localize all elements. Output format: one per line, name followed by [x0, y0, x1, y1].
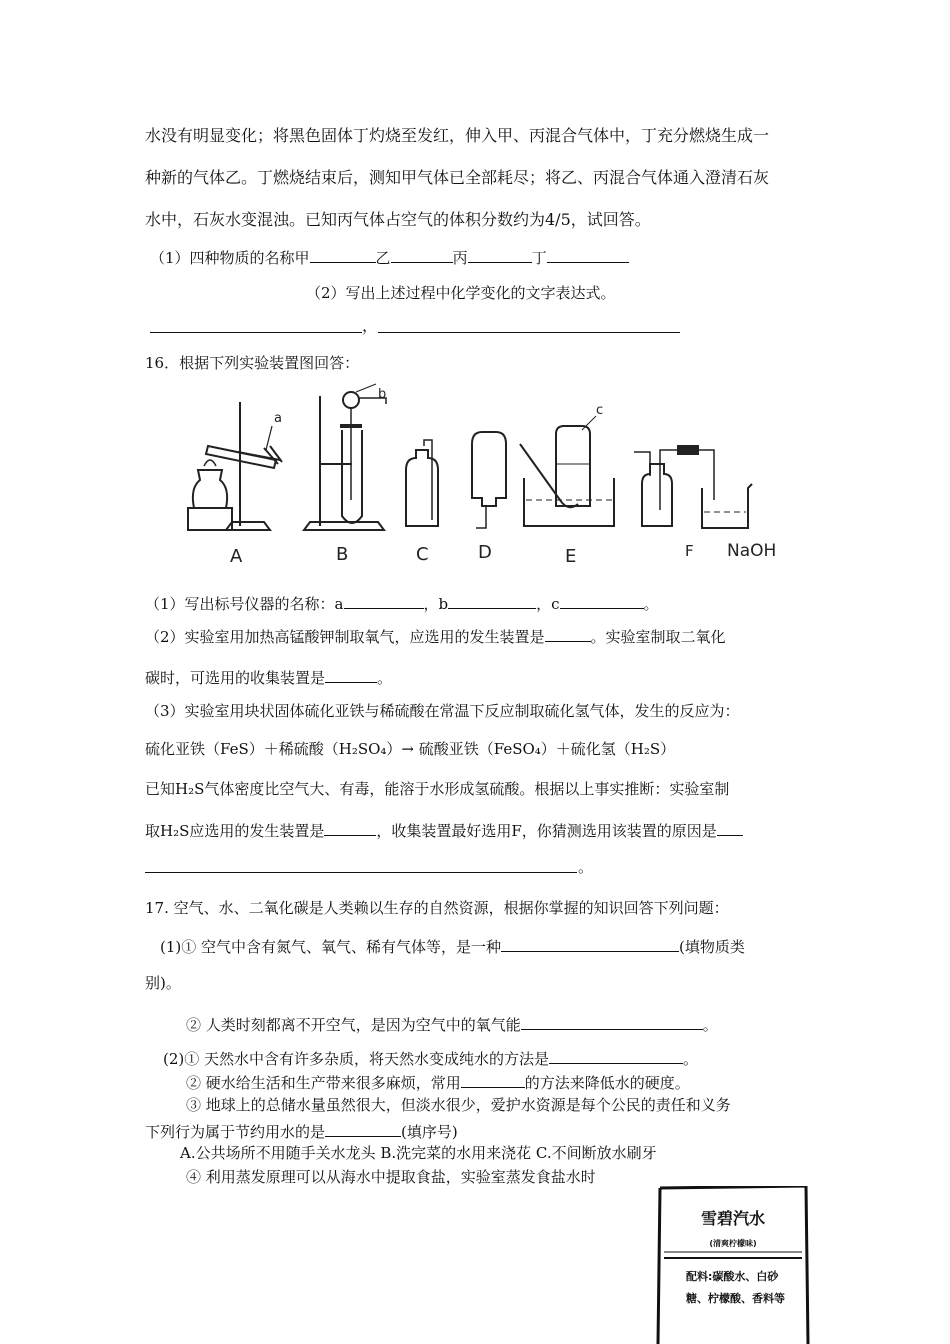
- answer-line-equation-2[interactable]: [378, 332, 680, 333]
- label-brand: 雪碧汽水: [700, 1209, 766, 1228]
- q16-part2-text-c: 碳时，可选用的收集装置是: [145, 669, 326, 687]
- q16-part3-end: 。: [578, 858, 594, 876]
- q17-part2-2-text-a: ② 硬水给生活和生产带来很多麻烦，常用: [186, 1074, 461, 1092]
- q17-part1-text-a: (1)① 空气中含有氮气、氧气、稀有气体等，是一种: [160, 938, 502, 956]
- apparatus-a: [188, 402, 282, 530]
- label-ingredients-1: 配料:碳酸水、白砂: [686, 1270, 779, 1283]
- answer-blank-o2-generator[interactable]: [545, 627, 591, 642]
- q16-part1-b: ，b: [423, 595, 449, 613]
- answer-blank-h2s-generator[interactable]: [324, 821, 376, 836]
- answer-blank-reason-start[interactable]: [717, 821, 743, 836]
- q16-title: 16．根据下列实验装置图回答：: [145, 354, 360, 372]
- answer-blank-oxygen-role[interactable]: [521, 1015, 703, 1030]
- answer-blank-hardness-method[interactable]: [461, 1073, 525, 1088]
- q17-part2-2: [186, 1073, 690, 1091]
- q15-text-line-3: 水中，石灰水变混浊。已知丙气体占空气的体积分数约为4/5，试回答。: [145, 210, 651, 229]
- apparatus-c: [406, 440, 438, 526]
- q16-part3-equation: 硫化亚铁（FeS）＋稀硫酸（H₂SO₄）→ 硫酸亚铁（FeSO₄）＋硫化氢（H₂S）: [145, 740, 676, 758]
- answer-blank-ding[interactable]: [547, 248, 629, 263]
- q17-part2-3-text-b: (填序号): [401, 1123, 458, 1141]
- q16-part1-c: ，c: [536, 595, 560, 613]
- q15-part1-label: （1）四种物质的名称甲: [150, 249, 310, 267]
- q15-part1-bing: 丙: [452, 249, 468, 267]
- q15-text-line-2: 种新的气体乙。丁燃烧结束后，测知甲气体已全部耗尽；将乙、丙混合气体通入澄清石灰: [145, 168, 770, 187]
- label-ingredients-2: 糖、柠檬酸、香料等: [686, 1292, 785, 1305]
- answer-line-equation-1[interactable]: [150, 332, 362, 333]
- label-b: B: [336, 544, 349, 565]
- answer-blank-c[interactable]: [560, 594, 644, 609]
- q15-part1: [150, 248, 629, 266]
- q17-part2-1-end: 。: [683, 1050, 699, 1068]
- q16-part1: [145, 594, 659, 612]
- q16-part2-text-a: （2）实验室用加热高锰酸钾制取氧气，应选用的发生装置是: [145, 628, 545, 646]
- q16-part3-text-a: 取H₂S应选用的发生装置是: [145, 822, 325, 840]
- q16-part3-line4: [145, 821, 743, 839]
- answer-blank-substance-type[interactable]: [501, 937, 679, 952]
- q16-part3-line1: （3）实验室用块状固体硫化亚铁与稀硫酸在常温下反应制取硫化氢气体，发生的反应为：: [145, 702, 740, 720]
- mark-b: b: [378, 387, 387, 402]
- q16-part2-text-b: 。实验室制取二氧化: [590, 628, 726, 646]
- q17-part1-1-cont: 别)。: [145, 974, 181, 992]
- q15-part2: （2）写出上述过程中化学变化的文字表达式。: [306, 284, 616, 302]
- q17-part2-3: ③ 地球上的总储水量虽然很大，但淡水很少，爱护水资源是每个公民的责任和义务: [186, 1096, 731, 1114]
- q15-part1-ding: 丁: [531, 249, 547, 267]
- q15-part1-yi: 乙: [375, 249, 391, 267]
- q16-part3-line3: 已知H₂S气体密度比空气大、有毒，能溶于水形成氢硫酸。根据以上事实推断：实验室制: [145, 780, 730, 798]
- q17-part2-3-cont: [145, 1122, 458, 1140]
- q16-part2-text-d: 。: [377, 669, 393, 687]
- apparatus-d: [472, 432, 506, 528]
- answer-blank-yi[interactable]: [391, 248, 453, 263]
- q15-text-line-1: 水没有明显变化；将黑色固体丁灼烧至发红，伸入甲、丙混合气体中，丁充分燃烧生成一: [145, 126, 770, 145]
- answer-blank-co2-collector[interactable]: [325, 668, 377, 683]
- label-d: D: [478, 542, 492, 563]
- q17-options: A.公共场所不用随手关水龙头 B.洗完菜的水用来浇花 C.不间断放水刷牙: [180, 1144, 657, 1162]
- label-e: E: [565, 546, 577, 567]
- q17-title: 17. 空气、水、二氧化碳是人类赖以生存的自然资源，根据你掌握的知识回答下列问题：: [145, 899, 729, 917]
- q17-part2-1: [163, 1049, 698, 1067]
- answer-line-reason[interactable]: [145, 872, 577, 873]
- answer-blank-a[interactable]: [344, 594, 424, 609]
- soda-label-card: [656, 1186, 810, 1344]
- label-c: C: [416, 544, 429, 565]
- answer-blank-water-saving[interactable]: [325, 1122, 401, 1137]
- mark-c: c: [596, 403, 604, 418]
- q16-part2-line1: [145, 627, 726, 645]
- label-flavor: (清爽柠檬味): [709, 1239, 757, 1248]
- apparatus-f: [634, 446, 752, 528]
- q17-part1-text-b: (填物质类: [679, 938, 745, 956]
- label-a: A: [230, 546, 243, 567]
- apparatus-b: [304, 384, 386, 530]
- answer-blank-pure-water-method[interactable]: [549, 1049, 683, 1064]
- q16-part2-line2: [145, 668, 392, 686]
- q17-part2-4: ④ 利用蒸发原理可以从海水中提取食盐，实验室蒸发食盐水时: [186, 1168, 596, 1186]
- answer-blank-jia[interactable]: [310, 248, 376, 263]
- answer-blank-b[interactable]: [448, 594, 536, 609]
- q17-part2-1-text: (2)① 天然水中含有许多杂质，将天然水变成纯水的方法是: [163, 1050, 550, 1068]
- q17-part1-2-text: ② 人类时刻都离不开空气，是因为空气中的氧气能: [186, 1016, 521, 1034]
- q15-part2-comma: ，: [362, 316, 379, 335]
- q16-part3-text-b: ，收集装置最好选用F，你猜测选用该装置的原因是: [376, 822, 717, 840]
- q17-part1-2: [186, 1015, 718, 1033]
- label-naoh: NaOH: [727, 541, 777, 561]
- q16-part1-end: 。: [643, 595, 659, 613]
- apparatus-figure: [180, 380, 790, 570]
- q17-part2-2-text-b: 的方法来降低水的硬度。: [524, 1074, 690, 1092]
- label-f: F: [685, 542, 694, 560]
- mark-a: a: [274, 411, 282, 426]
- q17-part1-2-end: 。: [702, 1016, 718, 1034]
- q17-part1-1: [160, 937, 745, 955]
- apparatus-e: [520, 416, 614, 526]
- q16-part1-label: （1）写出标号仪器的名称：a: [145, 595, 344, 613]
- q17-part2-3-text-a: 下列行为属于节约用水的是: [145, 1123, 326, 1141]
- answer-blank-bing[interactable]: [468, 248, 532, 263]
